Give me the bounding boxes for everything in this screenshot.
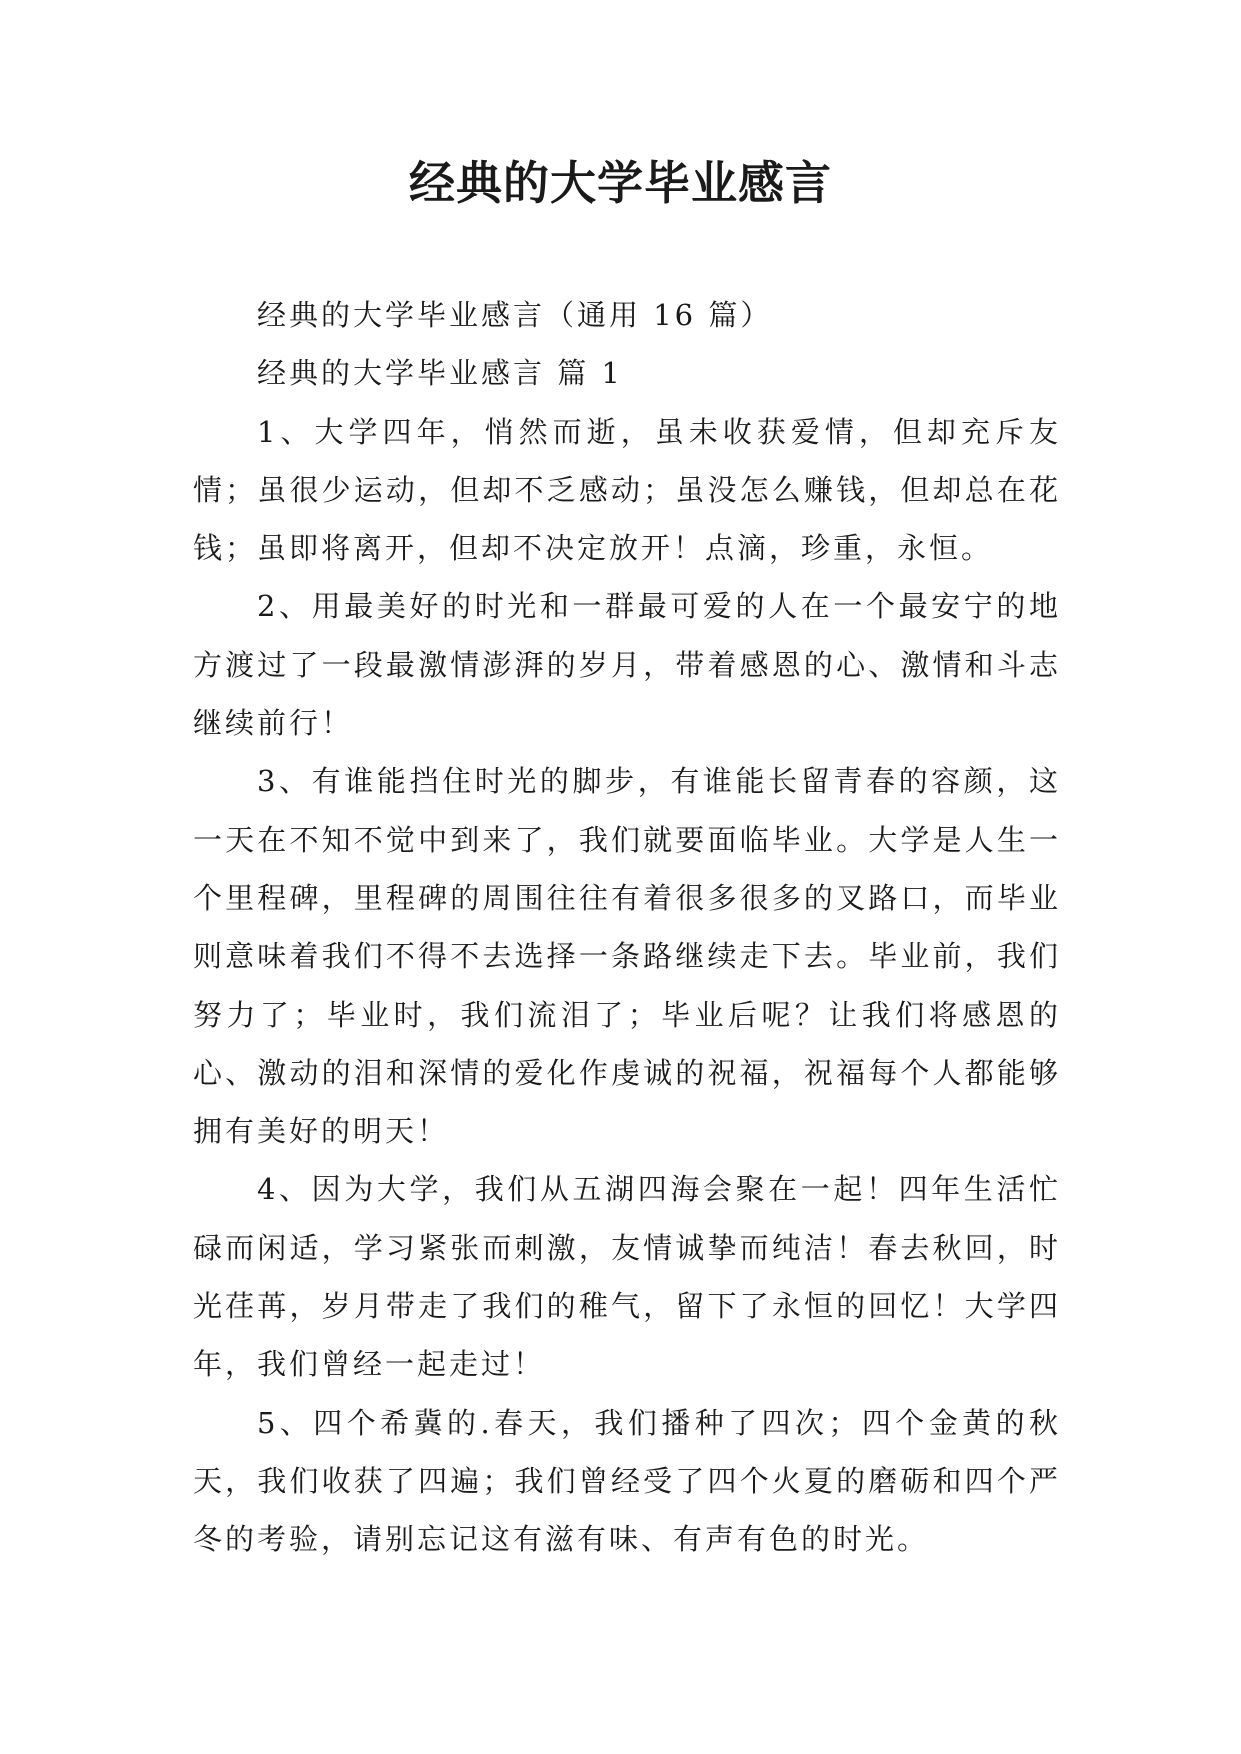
paragraph: 1、大学四年，悄然而逝，虽未收获爱情，但却充斥友情；虽很少运动，但却不乏感动；虽没怎么赚钱，但却总在花钱；虽即将离开，但却不决定放开！点滴，珍重，永恒。: [193, 414, 1061, 566]
paragraph: 2、用最美好的时光和一群最可爱的人在一个最安宁的地方渡过了一段最激情澎湃的岁月，带着感恩的心、激情和斗志继续前行！: [193, 589, 1061, 741]
paragraph: 5、四个希冀的.春天，我们播种了四次；四个金黄的秋天，我们收获了四遍；我们曾经受了四个火夏的磨砺和四个严冬的考验，请别忘记这有滋有味、有声有色的时光。: [193, 1405, 1061, 1557]
section-heading: 经典的大学毕业感言 篇 1: [257, 356, 623, 391]
document-subtitle: 经典的大学毕业感言（通用 16 篇）: [257, 298, 773, 332]
paragraph: 3、有谁能挡住时光的脚步，有谁能长留青春的容颜，这一天在不知不觉中到来了，我们就要面临毕业。大学是人生一个里程碑，里程碑的周围往往有着很多很多的叉路口，而毕业则意味着我们不得不去选择一条路继续走下去。毕业前，我们努力了；毕业时，我们流泪了；毕业后呢？让我们将感恩的心、激动的泪和深情的爱化作虔诚的祝福，祝福每个人都能够拥有美好的明天！: [193, 764, 1061, 1149]
document-body: [193, 286, 1061, 1569]
paragraph: 4、因为大学，我们从五湖四海会聚在一起！四年生活忙碌而闲适，学习紧张而刺激，友情诚挚而纯洁！春去秋回，时光荏苒，岁月带走了我们的稚气，留下了永恒的回忆！大学四年，我们曾经一起走过！: [193, 1172, 1061, 1382]
page-title: 经典的大学毕业感言: [409, 156, 832, 210]
